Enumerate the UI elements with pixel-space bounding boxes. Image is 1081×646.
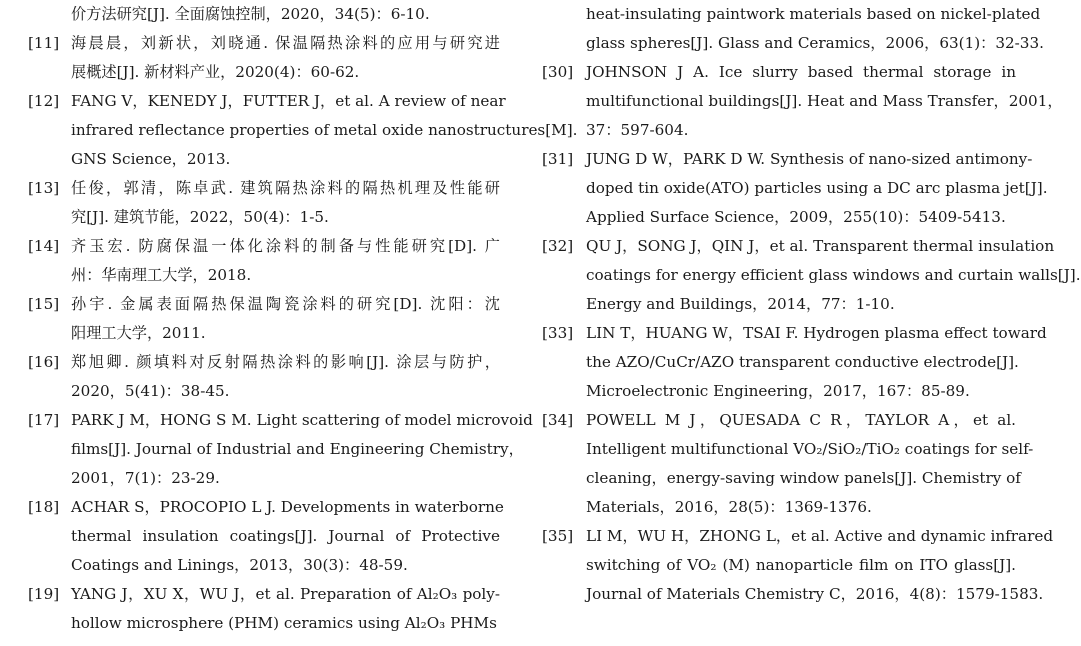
reference-line: GNS Science，2013. (71, 150, 231, 168)
reference-line: 齐玉宏. 防腐保温一体化涂料的制备与性能研究[D]. 广 (71, 237, 500, 255)
reference-line: switching of VO₂ (M) nanoparticle film on ITO glass[J]. (586, 556, 1016, 574)
reference-line: 2020，5(41)：38-45. (71, 382, 230, 400)
reference-line: Materials，2016，28(5)：1369-1376. (586, 498, 872, 516)
reference-number: [16] (28, 353, 60, 371)
reference-item (28, 232, 500, 290)
reference-number: [14] (28, 237, 60, 255)
reference-line: LIN T，HUANG W，TSAI F. Hydrogen plasma effect toward (586, 324, 1047, 342)
reference-line: QU J，SONG J，QIN J，et al. Transparent thermal insulation (586, 237, 1055, 255)
reference-line: cleaning，energy-saving window panels[J]. Chemistry of (586, 469, 1021, 487)
reference-line: Energy and Buildings，2014，77：1-10. (586, 295, 895, 313)
reference-item (28, 290, 500, 348)
reference-number: [13] (28, 179, 60, 197)
reference-line: Microelectronic Engineering，2017，167：85-89. (586, 382, 970, 400)
reference-line: coatings for energy efficient glass windows and curtain walls[J]. (586, 266, 1081, 284)
reference-line: ACHAR S，PROCOPIO L J. Developments in waterborne (71, 498, 504, 516)
reference-line: 海晨晨，刘新状，刘晓通. 保温隔热涂料的应用与研究进 (71, 34, 500, 52)
reference-line: thermal insulation coatings[J]. Journal of Protective (71, 527, 500, 545)
reference-number: [35] (542, 527, 574, 545)
reference-line: 37：597-604. (586, 121, 689, 139)
reference-line: YANG J，XU X，WU J，et al. Preparation of Al₂O₃ poly- (71, 585, 500, 603)
reference-line: POWELL M J，QUESADA C R，TAYLOR A，et al. (586, 411, 1016, 429)
reference-line: Intelligent multifunctional VO₂/SiO₂/TiO₂ coatings for self- (586, 440, 1034, 458)
reference-line: hollow microsphere (PHM) ceramics using Al₂O₃ PHMs (71, 614, 497, 632)
reference-item (542, 319, 1047, 406)
reference-item (28, 174, 500, 232)
reference-line: JUNG D W，PARK D W. Synthesis of nano-sized antimony- (586, 150, 1033, 168)
reference-line: 阳理工大学，2011. (71, 324, 206, 342)
reference-continuation (542, 0, 1044, 58)
reference-number: [30] (542, 63, 574, 81)
reference-line: heat-insulating paintwork materials based on nickel-plated (586, 5, 1041, 23)
reference-line: 郑旭卿. 颜填料对反射隔热涂料的影响[J]. 涂层与防护， (71, 353, 500, 371)
reference-number: [15] (28, 295, 60, 313)
reference-number: [11] (28, 34, 60, 52)
reference-number: [17] (28, 411, 60, 429)
reference-line: 孙宇. 金属表面隔热保温陶瓷涂料的研究[D]. 沈阳：沈 (71, 295, 500, 313)
reference-line: 展概述[J]. 新材料产业，2020(4)：60-62. (71, 63, 360, 81)
reference-item (542, 406, 1034, 522)
reference-number: [12] (28, 92, 60, 110)
reference-number: [33] (542, 324, 574, 342)
reference-line: multifunctional buildings[J]. Heat and Mass Transfer，2001， (586, 92, 1063, 110)
reference-line: 任俊，郭清，陈卓武. 建筑隔热涂料的隔热机理及性能研 (71, 179, 500, 197)
reference-item (28, 406, 533, 493)
reference-line: doped tin oxide(ATO) particles using a DC arc plasma jet[J]. (586, 179, 1048, 197)
reference-continuation (28, 0, 500, 29)
reference-line: glass spheres[J]. Glass and Ceramics，2006，63(1)：32-33. (586, 34, 1044, 52)
reference-line: films[J]. Journal of Industrial and Engineering Chemistry， (71, 440, 524, 458)
reference-line: Journal of Materials Chemistry C，2016，4(8)：1579-1583. (586, 585, 1044, 603)
reference-line: FANG V，KENEDY J，FUTTER J，et al. A review of near (71, 92, 506, 110)
reference-line: 究[J]. 建筑节能，2022，50(4)：1-5. (71, 208, 329, 226)
reference-number: [34] (542, 411, 574, 429)
reference-item (28, 348, 500, 406)
reference-item (542, 232, 1081, 319)
reference-line: PARK J M，HONG S M. Light scattering of model microvoid (71, 411, 533, 429)
reference-line: infrared reflectance properties of metal oxide nanostructures[M]. (71, 121, 578, 139)
reference-line: 价方法研究[J]. 全面腐蚀控制，2020，34(5)：6-10. (71, 5, 430, 23)
right-reference-column (542, 0, 1081, 609)
reference-line: the AZO/CuCr/AZO transparent conductive electrode[J]. (586, 353, 1019, 371)
reference-line: Applied Surface Science，2009，255(10)：5409-5413. (586, 208, 1006, 226)
reference-item (28, 29, 500, 87)
reference-number: [19] (28, 585, 60, 603)
reference-line: LI M，WU H，ZHONG L，et al. Active and dynamic infrared (586, 527, 1054, 545)
reference-item (28, 580, 500, 638)
reference-line: JOHNSON J A. Ice slurry based thermal storage in (586, 63, 1016, 81)
reference-number: [31] (542, 150, 574, 168)
reference-item (28, 493, 504, 580)
reference-line: 州：华南理工大学，2018. (71, 266, 252, 284)
reference-number: [18] (28, 498, 60, 516)
reference-line: Coatings and Linings，2013，30(3)：48-59. (71, 556, 408, 574)
reference-item (542, 145, 1048, 232)
reference-line: 2001，7(1)：23-29. (71, 469, 220, 487)
reference-number: [32] (542, 237, 574, 255)
reference-item (542, 522, 1054, 609)
reference-item (542, 58, 1063, 145)
